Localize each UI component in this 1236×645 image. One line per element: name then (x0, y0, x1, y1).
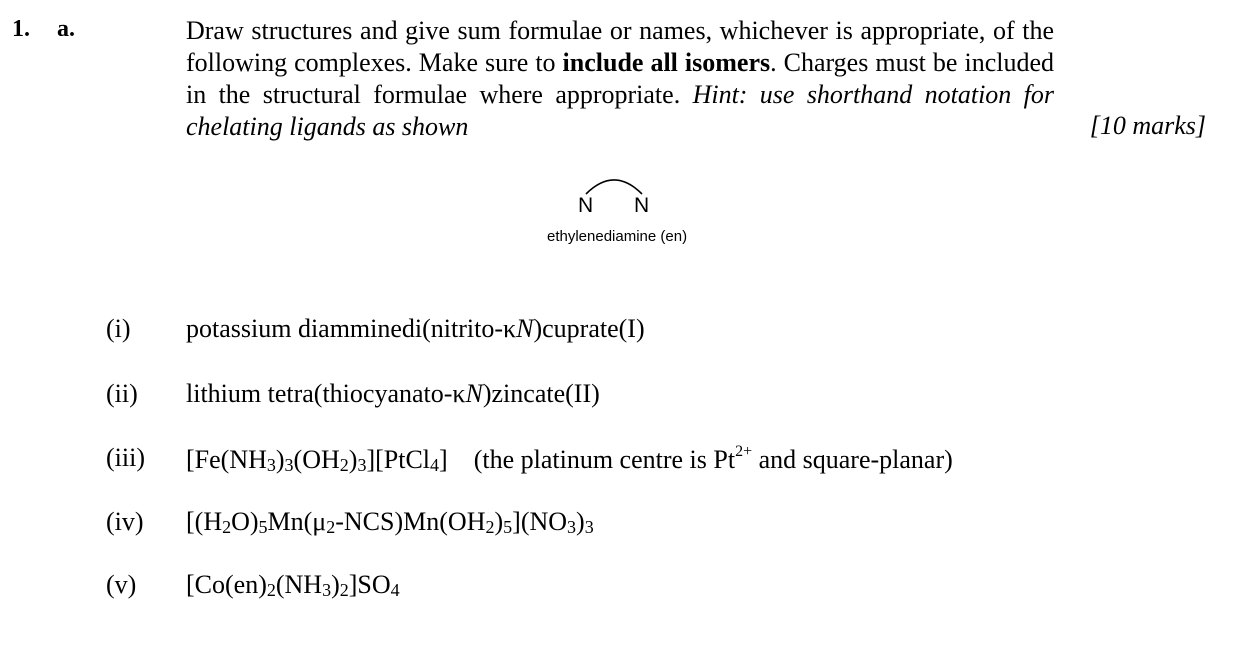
question-instructions (186, 15, 1054, 143)
item-text-iv: [(H2O)5Mn(μ2-NCS)Mn(OH2)5](NO3)3 (186, 507, 594, 537)
item-label-iii: (iii) (106, 443, 145, 472)
hint-text-1: Hint: use shorthand (692, 80, 913, 109)
chelate-arc (545, 172, 695, 212)
nitrogen-atom-left: N (578, 194, 594, 217)
instructions-line-2a: the following complexes. Make sure to (186, 16, 1055, 77)
item-label-iv: (iv) (106, 507, 144, 536)
marks-label: [10 marks] (1089, 111, 1206, 140)
item-label-ii: (ii) (106, 379, 138, 408)
item-text-i: potassium diamminedi(nitrito-κN)cuprate(I) (186, 314, 645, 343)
ethylenediamine-diagram (545, 172, 695, 252)
instructions-line-2b: . Charges must be (770, 48, 958, 77)
item-label-v: (v) (106, 570, 137, 599)
item-label-i: (i) (106, 314, 131, 343)
item-text-ii: lithium tetra(thiocyanato-κN)zincate(II) (186, 379, 600, 408)
item-text-v: [Co(en)2(NH3)2]SO4 (186, 570, 400, 600)
question-part: a. (57, 16, 75, 42)
question-number: 1. (12, 16, 30, 42)
hint-text-2: notation for chelating ligands as shown (186, 80, 1055, 141)
item-note-iii: (the platinum centre is $Pt^{2+}$ and square-planar) (473, 443, 953, 474)
ligand-caption: ethylenediamine (en) (547, 228, 688, 245)
instructions-line-3a: included in the structural formulae where appropriate. (186, 48, 1054, 109)
instructions-emphasis: include all isomers (562, 48, 771, 77)
instructions-line-1: Draw structures and give sum formulae or names, whichever is appropriate, of (186, 16, 1015, 45)
item-text-iii: [Fe(NH3)3(OH2)3][PtCl4] (the platinum centre is $Pt^{2+}$ and square-planar) (186, 443, 953, 475)
nitrogen-atom-right: N (634, 194, 650, 217)
